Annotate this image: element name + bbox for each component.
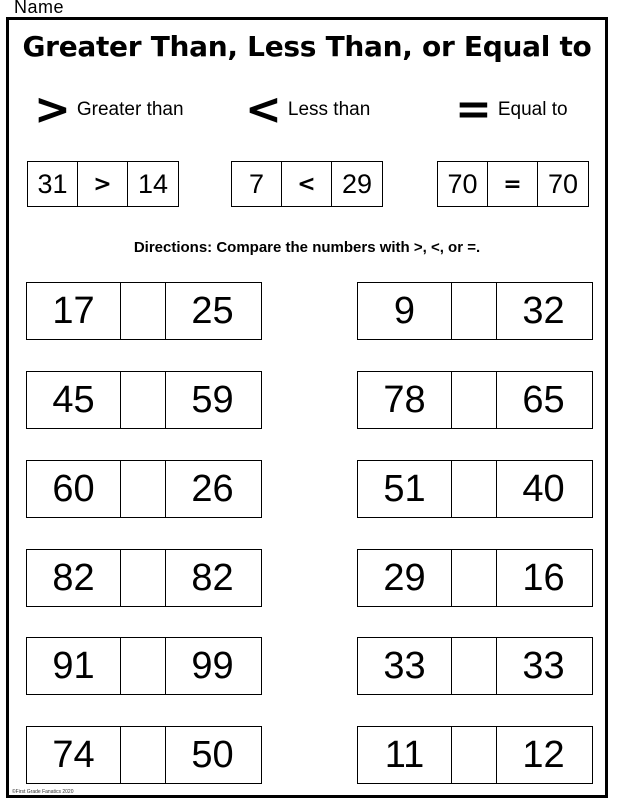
- left-number: 78: [383, 378, 426, 421]
- answer-blank[interactable]: [451, 550, 497, 606]
- comparison-problem: [26, 282, 262, 340]
- example-box: [437, 161, 589, 207]
- comparison-problem: [26, 371, 262, 429]
- left-number: 33: [383, 644, 426, 687]
- right-number: 82: [191, 556, 234, 599]
- name-label: Name: [14, 0, 65, 17]
- answer-blank[interactable]: [120, 283, 166, 339]
- comparison-problem: [26, 460, 262, 518]
- answer-blank[interactable]: [120, 638, 166, 694]
- equal-symbol: =: [455, 84, 492, 135]
- right-number: 99: [191, 644, 234, 687]
- left-number: 17: [52, 289, 95, 332]
- right-number: 33: [522, 644, 565, 687]
- right-number: 50: [191, 733, 234, 776]
- example-symbol: >: [78, 162, 128, 206]
- example-symbol: =: [488, 162, 538, 206]
- right-number: 40: [522, 467, 565, 510]
- example-right-number: 14: [137, 168, 169, 199]
- right-number: 12: [522, 733, 565, 776]
- example-box: [27, 161, 179, 207]
- answer-blank[interactable]: [120, 461, 166, 517]
- answer-blank[interactable]: [120, 727, 166, 783]
- left-number: 9: [393, 289, 416, 332]
- left-number: 11: [384, 733, 425, 776]
- left-number: 51: [383, 467, 426, 510]
- right-number: 16: [522, 556, 565, 599]
- directions: Directions: Compare the numbers with >, <, or =.: [133, 239, 481, 256]
- answer-blank[interactable]: [120, 372, 166, 428]
- left-number: 45: [52, 378, 95, 421]
- worksheet: [6, 17, 608, 798]
- legend-equal-to: [455, 84, 568, 135]
- example-left-number: 31: [28, 162, 78, 206]
- example-symbol: <: [282, 162, 332, 206]
- copyright-footer: ©First Grade Fanatics 2020: [12, 789, 74, 795]
- legend-label: Greater than: [76, 99, 184, 120]
- left-number: 60: [52, 467, 95, 510]
- comparison-problem: [357, 460, 593, 518]
- example-left-number: 7: [232, 162, 282, 206]
- right-number: 26: [191, 467, 234, 510]
- legend-label: Equal to: [497, 99, 568, 120]
- comparison-problem: [357, 726, 593, 784]
- right-number: 25: [191, 289, 234, 332]
- example-right-number: 70: [547, 168, 579, 199]
- example-box: [231, 161, 383, 207]
- comparison-problem: [26, 726, 262, 784]
- comparison-problem: [26, 549, 262, 607]
- answer-blank[interactable]: [451, 372, 497, 428]
- answer-blank[interactable]: [451, 283, 497, 339]
- right-number: 59: [191, 378, 234, 421]
- answer-blank[interactable]: [120, 550, 166, 606]
- right-number: 32: [522, 289, 565, 332]
- comparison-problem: [357, 637, 593, 695]
- comparison-problem: [357, 282, 593, 340]
- less-than-symbol: <: [245, 84, 282, 135]
- legend-greater-than: [34, 84, 184, 135]
- left-number: 29: [383, 556, 426, 599]
- answer-blank[interactable]: [451, 638, 497, 694]
- comparison-problem: [26, 637, 262, 695]
- greater-than-symbol: >: [34, 84, 71, 135]
- example-right-number: 29: [341, 168, 373, 199]
- left-number: 74: [52, 733, 95, 776]
- answer-blank[interactable]: [451, 461, 497, 517]
- example-left-number: 70: [438, 162, 488, 206]
- comparison-problem: [357, 371, 593, 429]
- comparison-problem: [357, 549, 593, 607]
- right-number: 65: [522, 378, 565, 421]
- answer-blank[interactable]: [451, 727, 497, 783]
- left-number: 82: [52, 556, 95, 599]
- left-number: 91: [52, 644, 95, 687]
- page-title: Greater Than, Less Than, or Equal to: [22, 30, 592, 63]
- legend-label: Less than: [287, 99, 371, 120]
- legend-less-than: [245, 84, 371, 135]
